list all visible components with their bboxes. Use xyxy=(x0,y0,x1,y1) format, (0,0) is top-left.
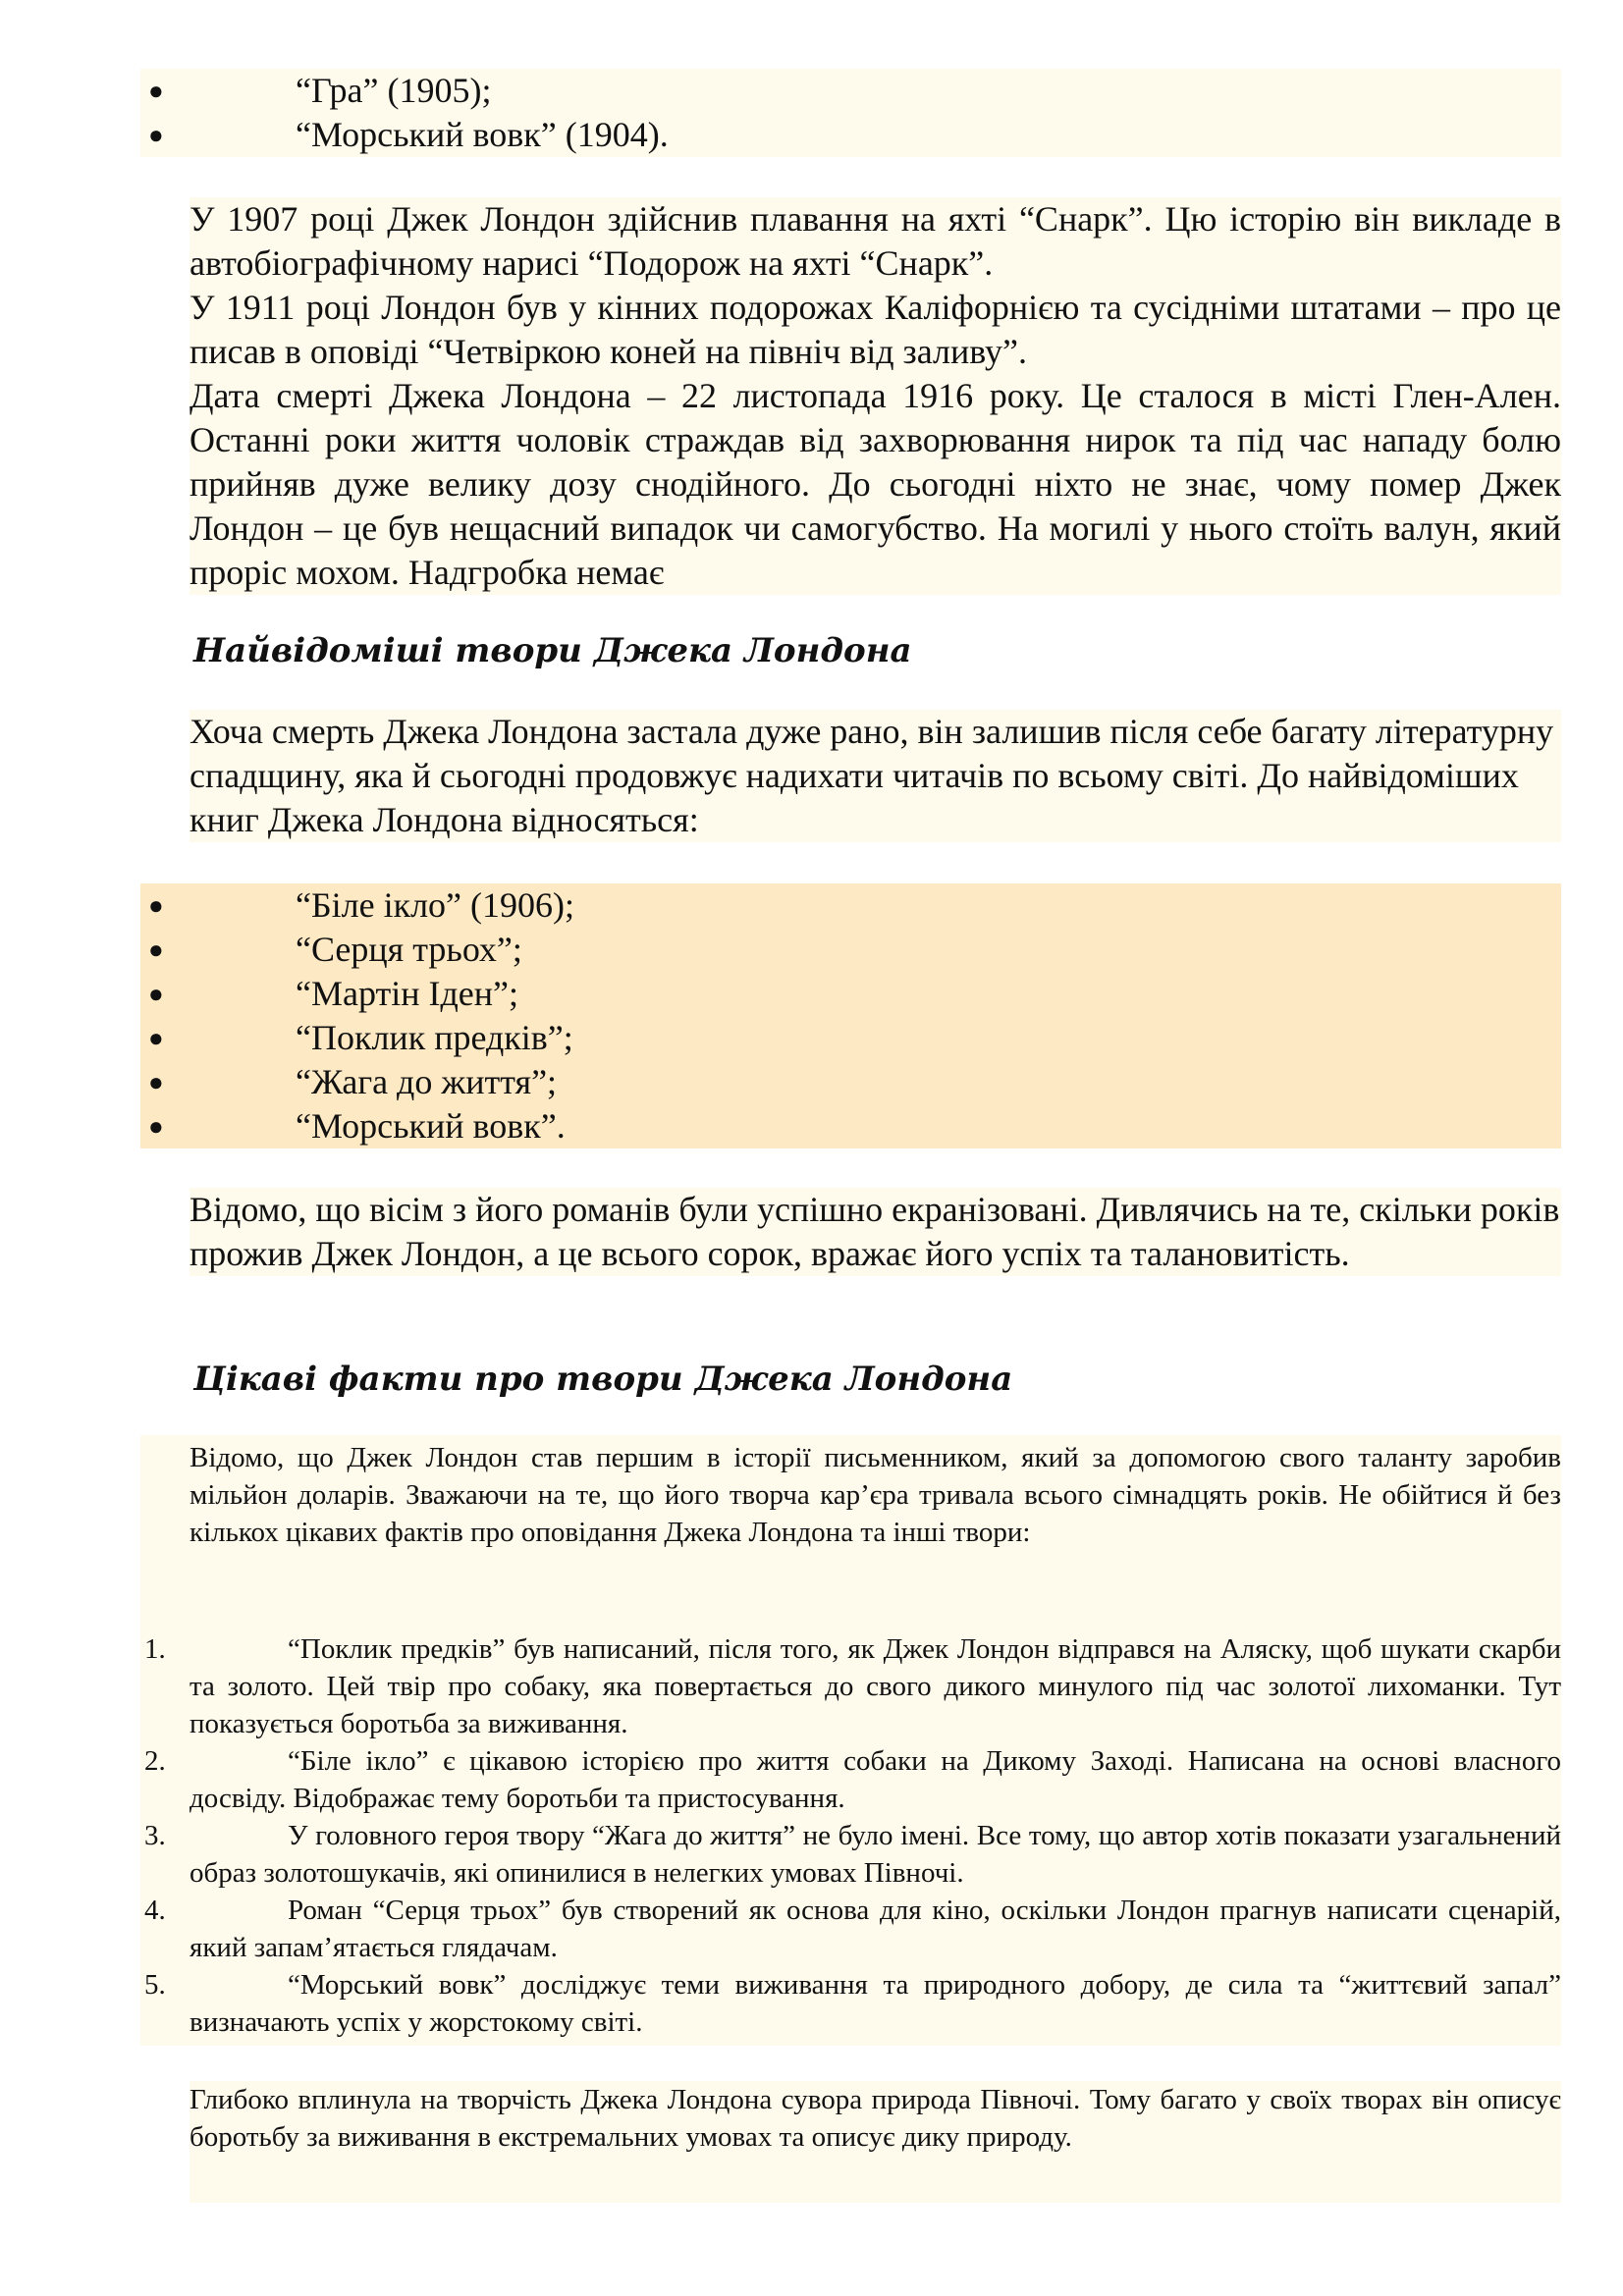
facts-list xyxy=(140,1630,1561,2041)
bullet-icon: ● xyxy=(148,1112,164,1141)
list-item: ● “Серця трьох”; xyxy=(140,928,1561,972)
facts-intro-block xyxy=(189,1439,1561,1551)
bullet-icon: ● xyxy=(148,77,164,105)
list-item: ● “Морський вовк”. xyxy=(140,1104,1561,1148)
famous-intro-block xyxy=(189,710,1561,842)
famous-books-list xyxy=(140,883,1561,1148)
list-item: 4. Роман “Серця трьох” був створений як основа для кіно, оскільки Лондон прагнув написати сценарій, який запам’ятається глядачам. xyxy=(144,1895,1561,1963)
adaptations-paragraph: Відомо, що вісім з його романів були успішно екранізовані. Дивлячись на те, скільки років прожив Джек Лондон, а це всього сорок, вражає його успіх та талановитість. xyxy=(189,1190,1560,1273)
list-item: ● “Жага до життя”; xyxy=(140,1060,1561,1104)
list-item: 5. “Морський вовк” досліджує теми виживання та природного добору, де сила та “життєвий запал” визначають успіх у жорстокому світі. xyxy=(144,1969,1561,2038)
list-item: ● “Морський вовк” (1904). xyxy=(140,113,1561,157)
list-item: ● “Поклик предків”; xyxy=(140,1016,1561,1060)
section-heading-famous-works: Найвідоміші твори Джека Лондона xyxy=(193,631,912,670)
bio-paragraph: У 1907 році Джек Лондон здійснив плавання на яхті “Снарк”. Цю історію він викладе в автобіографічному нарисі “Подорож на яхті “Снарк”. xyxy=(189,199,1561,283)
bullet-icon: ● xyxy=(148,1024,164,1052)
bullet-icon: ● xyxy=(148,935,164,964)
bullet-icon: ● xyxy=(148,121,164,149)
section-heading-facts: Цікаві факти про твори Джека Лондона xyxy=(193,1360,1013,1399)
list-item: 1. “Поклик предків” був написаний, після того, як Джек Лондон відправся на Аляску, щоб шукати скарби та золото. Цей твір про собаку, яка повертається до свого дикого минулого під час золотої лихоманки. Тут показується боротьба за виживання. xyxy=(144,1633,1561,1739)
closing-paragraph: Глибоко вплинула на творчість Джека Лондона сувора природа Півночі. Тому багато у своїх творах він описує боротьбу за виживання в екстремальних умовах та описує дику природу. xyxy=(189,2084,1561,2153)
list-item: ● “Гра” (1905); xyxy=(140,69,1561,113)
adaptations-block xyxy=(189,1188,1561,1276)
list-item: 3. У головного героя твору “Жага до життя” не було імені. Все тому, що автор хотів показати узагальнений образ золотошукачів, які опинилися в нелегких умовах Півночі. xyxy=(144,1820,1561,1889)
list-item: 2. “Біле ікло” є цікавою історією про життя собаки на Дикому Заході. Написана на основі власного досвіду. Відображає тему боротьби та пристосування. xyxy=(144,1745,1561,1814)
bullet-icon: ● xyxy=(148,1068,164,1096)
bio-paragraph: У 1911 році Лондон був у кінних подорожах Каліфорнією та сусідніми штатами – про це писав в оповіді “Четвіркою коней на північ від заливу”. xyxy=(189,288,1561,371)
list-item: ● “Мартін Іден”; xyxy=(140,972,1561,1016)
bio-paragraph: Дата смерті Джека Лондона – 22 листопада 1916 року. Це сталося в місті Глен-Ален. Останні роки життя чоловік страждав від захворювання нирок та під час нападу болю прийняв дуже велику дозу снодійного. До сьогодні ніхто не знає, чому помер Джек Лондон – це був нещасний випадок чи самогубство. На могилі у нього стоїть валун, який проріс мохом. Надгробка немає xyxy=(189,376,1561,592)
famous-intro-paragraph: Хоча смерть Джека Лондона застала дуже рано, він залишив після себе багату літературну спадщину, яка й сьогодні продовжує надихати читачів по всьому світі. До найвідоміших книг Джека Лондона відносяться: xyxy=(189,712,1554,839)
works-list-top xyxy=(140,69,1561,157)
facts-intro-paragraph: Відомо, що Джек Лондон став першим в історії письменником, який за допомогою свого таланту заробив мільйон доларів. Зважаючи на те, що його творча кар’єра тривала всього сімнадцять років. Не обійтися й без кількох цікавих фактів про оповідання Джека Лондона та інші твори: xyxy=(189,1442,1561,1548)
closing-block xyxy=(189,2081,1561,2203)
biography-block xyxy=(189,197,1561,595)
bullet-icon: ● xyxy=(148,980,164,1008)
list-item: ● “Біле ікло” (1906); xyxy=(140,883,1561,928)
bullet-icon: ● xyxy=(148,891,164,920)
